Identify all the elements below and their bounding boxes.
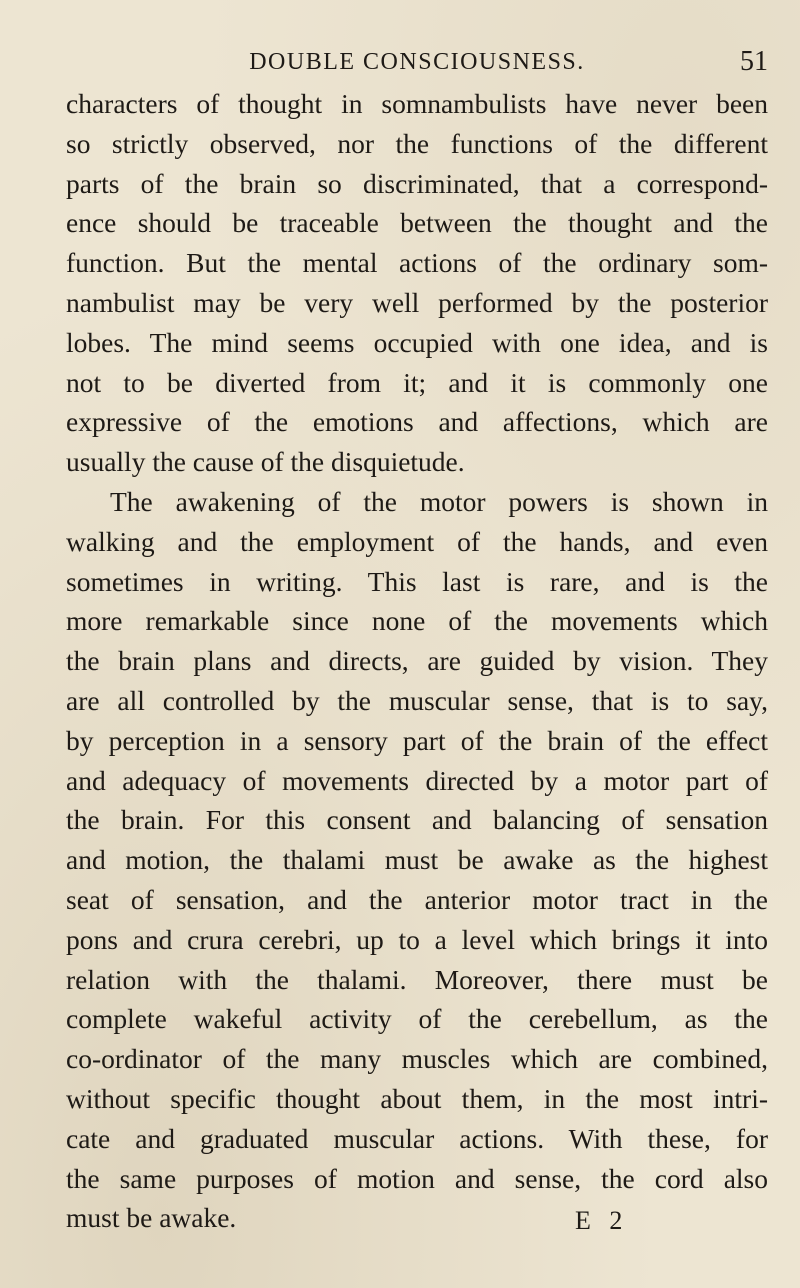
text-line: parts of the brain so discriminated, that a correspond-: [66, 167, 768, 199]
text-line: the brain. For this consent and balancing of sensation: [66, 804, 768, 836]
text-line: cate and graduated muscular actions. With these, for: [66, 1122, 768, 1154]
text-line: more remarkable since none of the movements which: [66, 605, 768, 637]
text-line: complete wakeful activity of the cerebellum, as the: [66, 1003, 768, 1035]
text-line: are all controlled by the muscular sense, that is to say,: [66, 684, 768, 716]
text-line: walking and the employment of the hands, and even: [66, 525, 768, 557]
text-line: by perception in a sensory part of the brain of the effect: [66, 724, 768, 756]
text-line: not to be diverted from it; and it is commonly one: [66, 366, 768, 398]
text-line-paragraph-end: must be awake.: [66, 1202, 237, 1234]
body-text: [66, 84, 768, 1238]
text-line: so strictly observed, nor the functions of the different: [66, 127, 768, 159]
text-line: the brain plans and directs, are guided by vision. They: [66, 645, 768, 677]
text-line: pons and crura cerebri, up to a level which brings it into: [66, 923, 768, 955]
text-line: seat of sensation, and the anterior motor tract in the: [66, 883, 768, 915]
text-line: and adequacy of movements directed by a motor part of: [66, 764, 768, 796]
text-line: nambulist may be very well performed by the posterior: [66, 286, 768, 318]
text-line: and motion, the thalami must be awake as the highest: [66, 844, 768, 876]
text-line: relation with the thalami. Moreover, there must be: [66, 963, 768, 995]
text-line: expressive of the emotions and affections, which are: [66, 406, 768, 438]
text-line-paragraph-end: usually the cause of the disquietude.: [66, 446, 465, 478]
text-line: ence should be traceable between the thought and the: [66, 207, 768, 239]
text-line: characters of thought in somnambulists have never been: [66, 88, 768, 119]
text-line: sometimes in writing. This last is rare, and is the: [66, 565, 768, 597]
text-line-paragraph-start: The awakening of the motor powers is shown in: [110, 485, 768, 517]
text-line: co-ordinator of the many muscles which are combined,: [66, 1043, 768, 1075]
signature-mark: E 2: [575, 1206, 629, 1235]
text-line: the same purposes of motion and sense, the cord also: [66, 1162, 768, 1194]
text-line: function. But the mental actions of the ordinary som-: [66, 247, 768, 279]
running-head: [66, 40, 768, 84]
page-number: 51: [740, 46, 768, 77]
text-line: lobes. The mind seems occupied with one idea, and is: [66, 326, 768, 358]
text-line: without specific thought about them, in the most intri-: [66, 1082, 768, 1114]
running-title: DOUBLE CONSCIOUSNESS.: [249, 49, 585, 75]
